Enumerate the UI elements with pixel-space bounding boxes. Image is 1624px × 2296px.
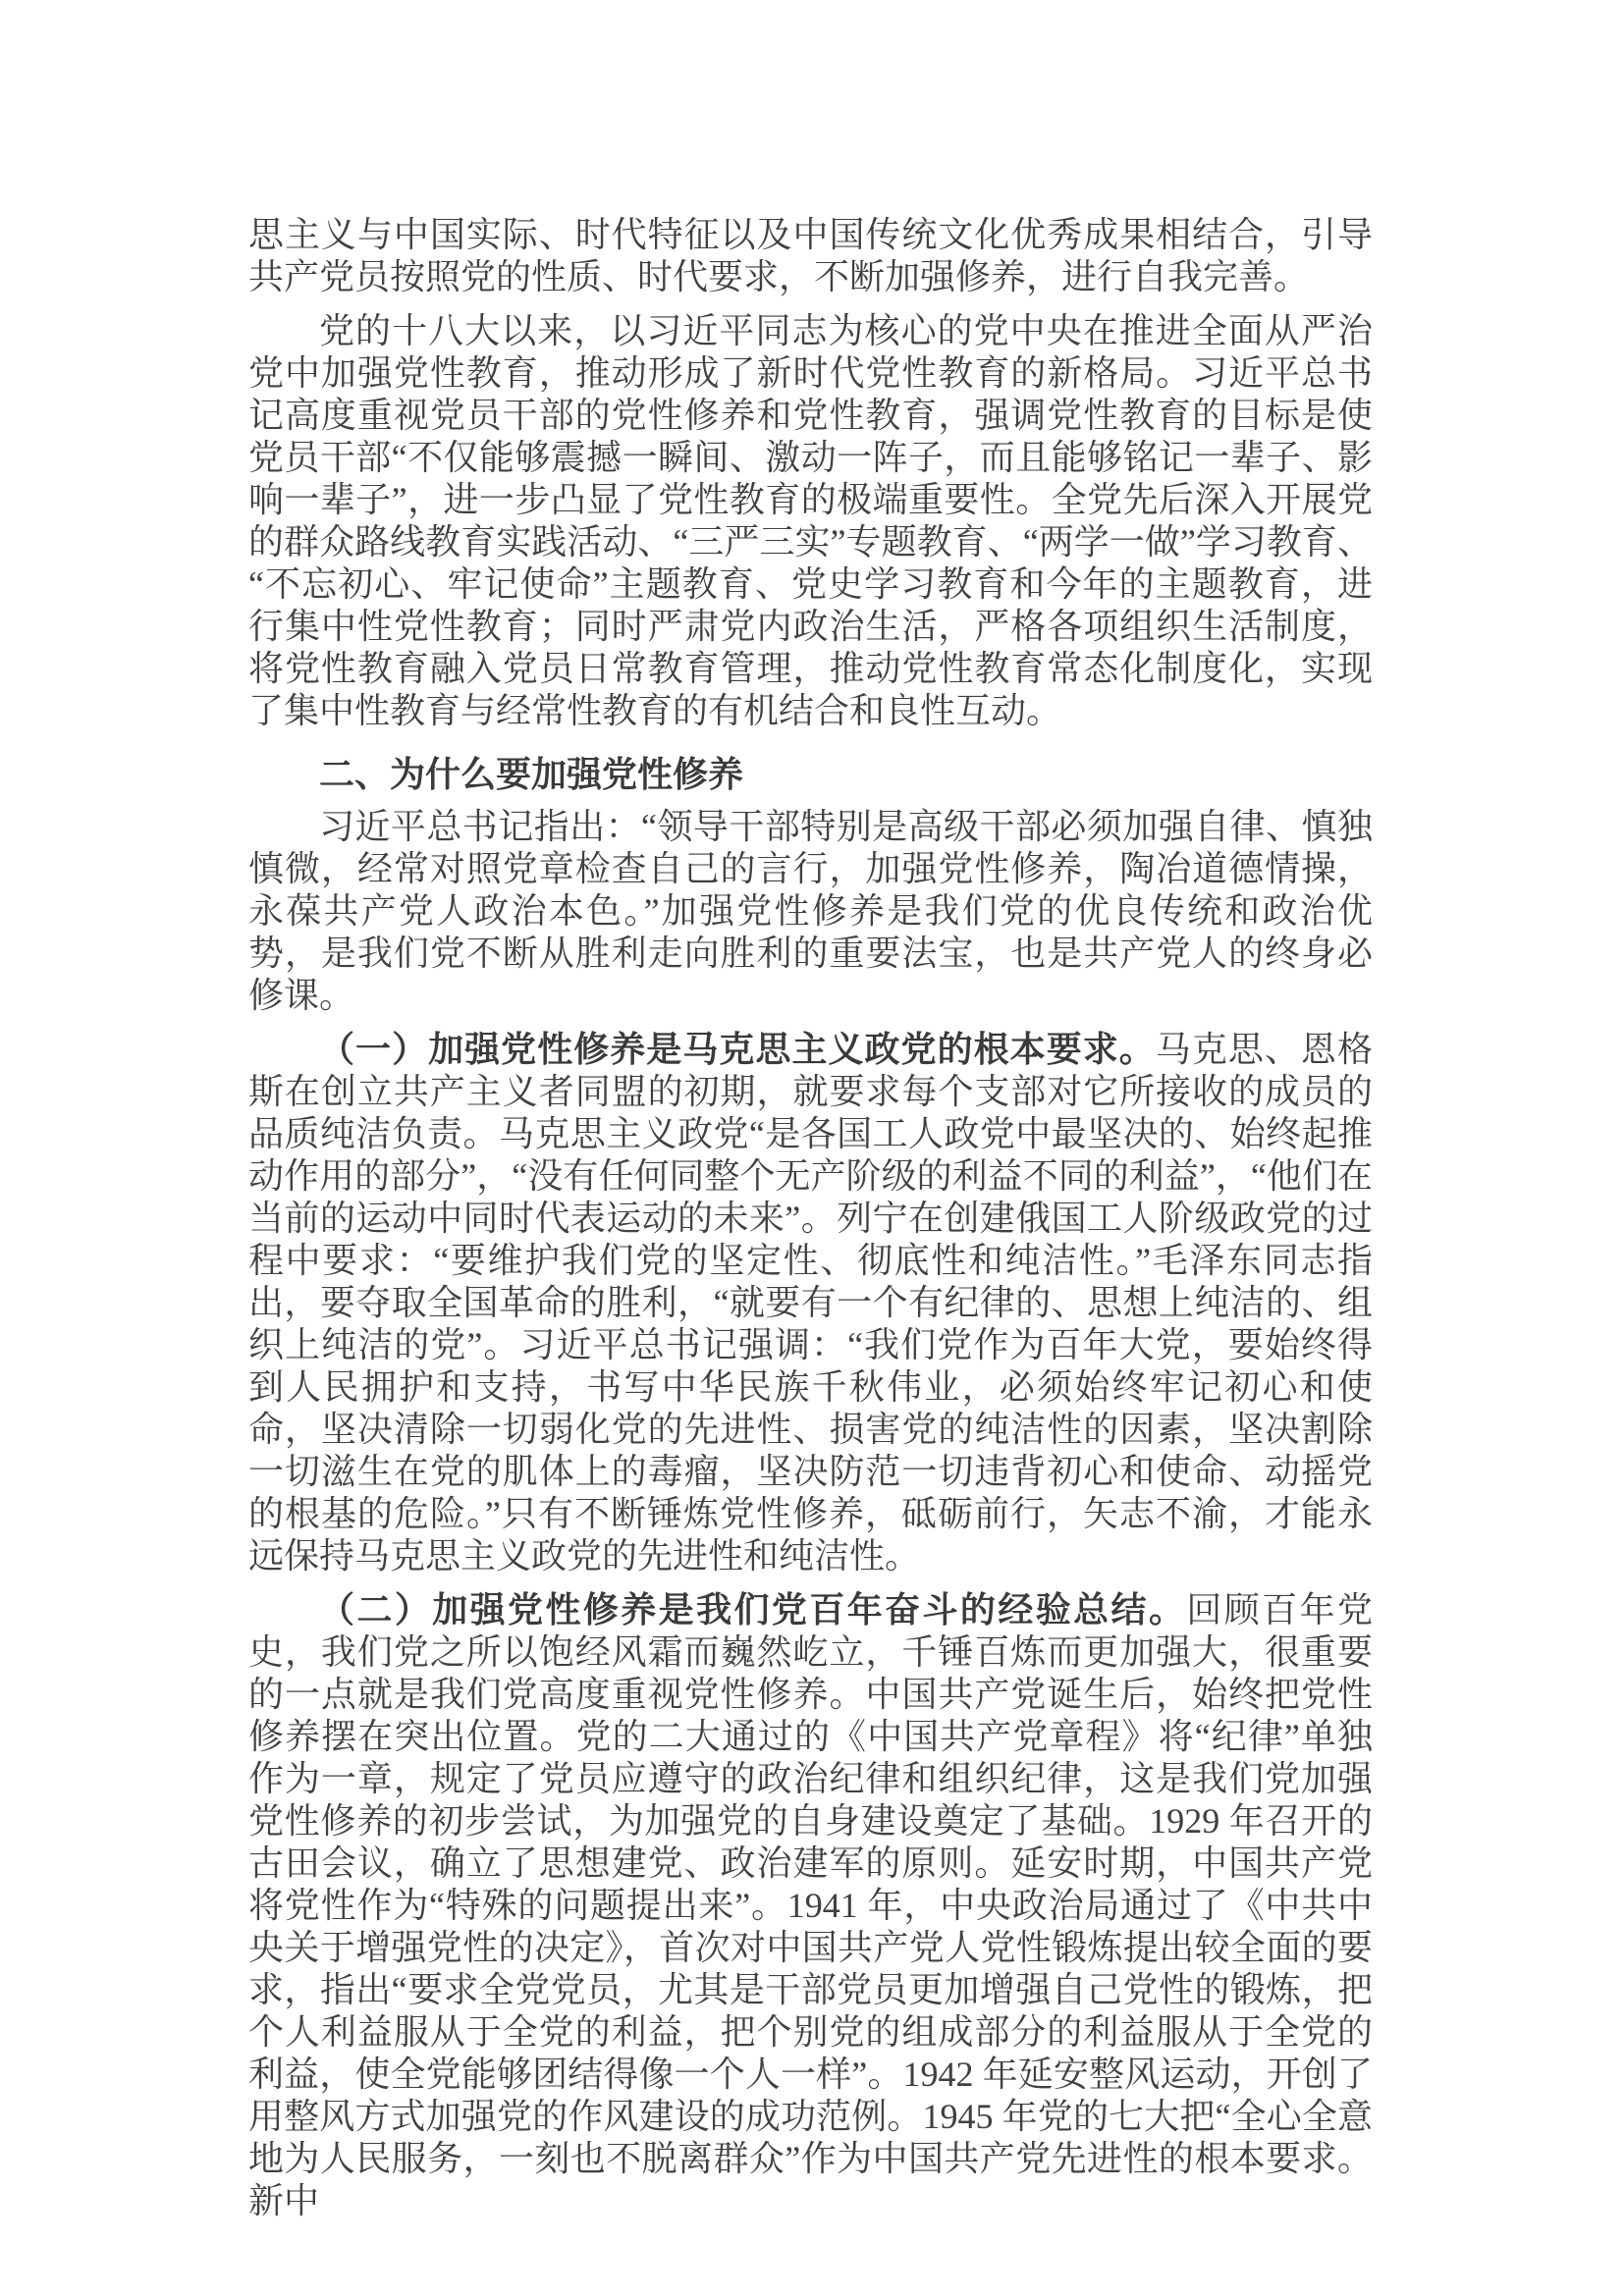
bold-lead-point-1: （一）加强党性修养是马克思主义政党的根本要求。 <box>319 1030 1156 1069</box>
paragraph-point-2 <box>248 1589 1373 2222</box>
bold-lead-point-2: （二）加强党性修养是我们党百年奋斗的经验总结。 <box>319 1590 1187 1629</box>
document-body <box>248 214 1373 2222</box>
paragraph-quote-xi: 习近平总书记指出：“领导干部特别是高级干部必须加强自律、慎独慎微，经常对照党章检查自己的言行，加强党性修养，陶冶道德情操，永葆共产党人政治本色。”加强党性修养是我们党的优良传统和政治优势，是我们党不断从胜利走向胜利的重要法宝，也是共产党人的终身必修课。 <box>248 807 1373 1015</box>
paragraph-point-2-body: 回顾百年党史，我们党之所以饱经风霜而巍然屹立，千锤百炼而更加强大，很重要的一点就是我们党高度重视党性修养。中国共产党诞生后，始终把党性修养摆在突出位置。党的二大通过的《中国共产党章程》将“纪律”单独作为一章，规定了党员应遵守的政治纪律和组织纪律，这是我们党加强党性修养的初步尝试，为加强党的自身建设奠定了基础。1929 年召开的古田会议，确立了思想建党、政治建军的原则。延安时期，中国共产党将党性作为“特殊的问题提出来”。1941 年，中央政治局通过了《中共中央关于增强党性的决定》，首次对中国共产党人党性锻炼提出较全面的要求，指出“要求全党党员，尤其是干部党员更加增强自己党性的锻炼，把个人利益服从于全党的利益，把个别党的组成部分的利益服从于全党的利益，使全党能够团结得像一个人一样”。1942 年延安整风运动，开创了用整风方式加强党的作风建设的成功范例。1945 年党的七大把“全心全意地为人民服务，一刻也不脱离群众”作为中国共产党先进性的根本要求。新中 <box>248 1590 1373 2220</box>
section-heading-2: 二、为什么要加强党性修养 <box>319 755 744 794</box>
paragraph-point-1-body: 马克思、恩格斯在创立共产主义者同盟的初期，就要求每个支部对它所接收的成员的品质纯洁负责。马克思主义政党“是各国工人政党中最坚决的、始终起推动作用的部分”，“没有任何同整个无产阶级的利益不同的利益”，“他们在当前的运动中同时代表运动的未来”。列宁在创建俄国工人阶级政党的过程中要求：“要维护我们党的坚定性、彻底性和纯洁性。”毛泽东同志指出，要夺取全国革命的胜利，“就要有一个有纪律的、思想上纯洁的、组织上纯洁的党”。习近平总书记强调：“我们党作为百年大党，要始终得到人民拥护和支持，书写中华民族千秋伟业，必须始终牢记初心和使命，坚决清除一切弱化党的先进性、损害党的纯洁性的因素，坚决割除一切滋生在党的肌体上的毒瘤，坚决防范一切违背初心和使命、动摇党的根基的危险。”只有不断锤炼党性修养，砥砺前行，矢志不渝，才能永远保持马克思主义政党的先进性和纯洁性。 <box>248 1030 1373 1575</box>
paragraph-continuation: 思主义与中国实际、时代特征以及中国传统文化优秀成果相结合，引导共产党员按照党的性质、时代要求，不断加强修养，进行自我完善。 <box>248 215 1373 296</box>
paragraph-point-1 <box>248 1029 1373 1577</box>
paragraph-18th-congress: 党的十八大以来，以习近平同志为核心的党中央在推进全面从严治党中加强党性教育，推动形成了新时代党性教育的新格局。习近平总书记高度重视党员干部的党性修养和党性教育，强调党性教育的目标是使党员干部“不仅能够震撼一瞬间、激动一阵子，而且能够铭记一辈子、影响一辈子”，进一步凸显了党性教育的极端重要性。全党先后深入开展党的群众路线教育实践活动、“三严三实”专题教育、“两学一做”学习教育、“不忘初心、牢记使命”主题教育、党史学习教育和今年的主题教育，进行集中性党性教育；同时严肃党内政治生活，严格各项组织生活制度，将党性教育融入党员日常教育管理，推动党性教育常态化制度化，实现了集中性教育与经常性教育的有机结合和良性互动。 <box>248 311 1373 730</box>
